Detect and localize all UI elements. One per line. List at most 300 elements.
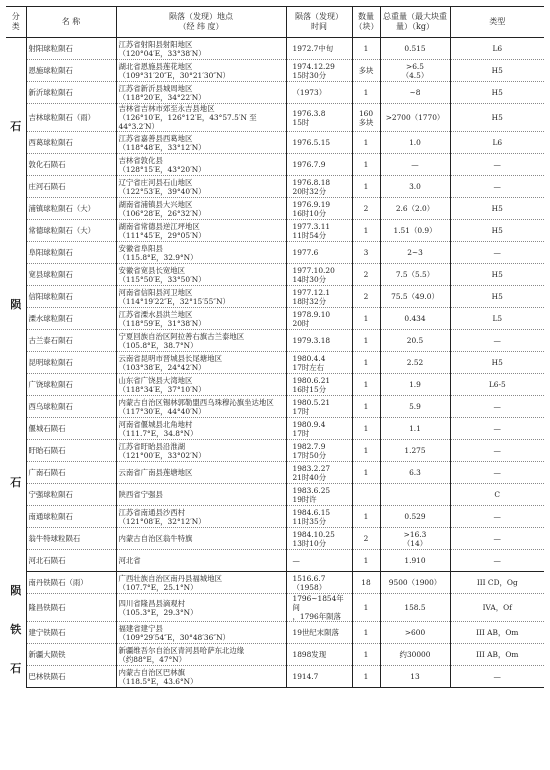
location-text: 广西壮族自治区南丹县福城地区	[118, 573, 222, 583]
location-cell	[116, 154, 286, 176]
count-text: 2	[363, 292, 369, 301]
date-cell	[286, 38, 352, 60]
date-cell	[286, 622, 352, 644]
header-type: 类型	[450, 7, 544, 38]
class-char: 石	[10, 661, 22, 675]
time-text: 16时15分	[292, 384, 327, 394]
location-cell	[116, 572, 286, 594]
meteorite-name: 溧水球粒陨石	[26, 308, 116, 330]
weight-text: 1.51（0.9）	[393, 226, 437, 235]
weight-cell	[380, 286, 450, 308]
count-cell	[352, 308, 380, 330]
location-cell	[116, 484, 286, 506]
meteorite-name: 翁牛特球粒陨石	[26, 528, 116, 550]
table-row	[6, 440, 544, 462]
date-text: 1978.9.10	[292, 309, 331, 319]
count-cell	[352, 644, 380, 666]
count-cell	[352, 440, 380, 462]
coordinates-text: （118°48′E，33°12′N）	[118, 142, 206, 152]
time-text: 15时30分	[292, 70, 327, 80]
coordinates-text: （118.5°E，43.6°N）	[118, 676, 198, 686]
count-text: 1	[363, 468, 369, 477]
count-text: 1	[363, 314, 369, 323]
table-row	[6, 242, 544, 264]
count-cell	[352, 550, 380, 572]
table-row	[6, 594, 544, 622]
meteorite-name: 浦镇球粒陨石（大）	[26, 198, 116, 220]
weight-cell	[380, 38, 450, 60]
weight-text: >2700（1770）	[385, 113, 445, 122]
type-cell: —	[450, 666, 544, 688]
count-text: 1	[363, 402, 369, 411]
weight-note: （4.5）	[401, 70, 429, 80]
header-name: 名 称	[26, 7, 116, 38]
date-cell	[286, 462, 352, 484]
weight-cell	[380, 396, 450, 418]
date-text: 1976.5.15	[292, 138, 331, 147]
location-text: 吉林省吉林市郊至永吉县地区	[118, 104, 215, 113]
class-char: 陨	[10, 584, 22, 598]
location-cell	[116, 374, 286, 396]
coordinates-text: （122°53′E，39°40′N）	[118, 186, 206, 196]
count-text: 2	[363, 270, 369, 279]
date-cell	[286, 594, 352, 622]
date-cell	[286, 198, 352, 220]
type-cell: —	[450, 418, 544, 440]
table-row	[6, 374, 544, 396]
meteorite-name: 阜阳球粒陨石	[26, 242, 116, 264]
table-row	[6, 644, 544, 666]
count-cell	[352, 352, 380, 374]
coordinates-text: （118°20′E，34°22′N）	[118, 92, 206, 102]
meteorite-name: 新沂球粒陨石	[26, 82, 116, 104]
date-text: 1976.8.18	[292, 177, 331, 187]
type-cell: C	[450, 484, 544, 506]
location-cell	[116, 242, 286, 264]
weight-cell	[380, 176, 450, 198]
meteorite-name: 西乌球粒陨石	[26, 396, 116, 418]
location-cell	[116, 440, 286, 462]
count-text: 1	[363, 358, 369, 367]
weight-cell	[380, 622, 450, 644]
header-location-sub: （经 纬 度）	[178, 22, 224, 31]
location-cell	[116, 462, 286, 484]
date-text: 1796~1854年间	[292, 594, 344, 612]
table-row	[6, 198, 544, 220]
coordinates-text: （109°29′54″E，30°48′36″N）	[118, 632, 230, 642]
coordinates-text: （111°45′E，29°05′N）	[118, 230, 206, 240]
date-text: 1898发现	[292, 650, 327, 659]
weight-cell	[380, 132, 450, 154]
date-cell	[286, 352, 352, 374]
type-cell: H5	[450, 60, 544, 82]
weight-text: 75.5（49.0）	[391, 292, 439, 301]
type-cell: H5	[450, 286, 544, 308]
table-row	[6, 666, 544, 688]
count-cell	[352, 506, 380, 528]
type-cell: H5	[450, 220, 544, 242]
count-text: 1	[363, 446, 369, 455]
location-cell	[116, 38, 286, 60]
weight-text: 1.9	[409, 380, 421, 389]
count-text: 1	[363, 512, 369, 521]
meteorite-name: 新疆大陨铁	[26, 644, 116, 666]
location-cell	[116, 286, 286, 308]
date-cell	[286, 220, 352, 242]
weight-text: 3.0	[409, 182, 421, 191]
time-text: 21时40分	[292, 472, 327, 482]
meteorite-name: 敦化石陨石	[26, 154, 116, 176]
date-cell	[286, 242, 352, 264]
meteorite-name: 常德球粒陨石（大）	[26, 220, 116, 242]
meteorite-name: 吉林球粒陨石（雨）	[26, 104, 116, 132]
date-text: 1977.10.20	[292, 265, 335, 275]
table-row	[6, 132, 544, 154]
weight-cell	[380, 462, 450, 484]
date-text: 1977.6	[292, 248, 319, 257]
class-char: 陨	[10, 298, 22, 312]
weight-cell	[380, 644, 450, 666]
location-text: 云南省广南县莲塘地区	[118, 468, 193, 477]
date-text: 1983.2.27	[292, 463, 331, 473]
count-cell	[352, 528, 380, 550]
table-row	[6, 528, 544, 550]
table-row	[6, 176, 544, 198]
date-text: 1984.6.15	[292, 507, 331, 517]
time-text: 17时	[292, 406, 310, 416]
weight-text: 2.52	[406, 358, 424, 367]
location-cell	[116, 60, 286, 82]
time-text: 11时35分	[292, 516, 327, 526]
location-cell	[116, 666, 286, 688]
count-cell	[352, 594, 380, 622]
date-cell	[286, 506, 352, 528]
date-cell	[286, 132, 352, 154]
location-text: 江苏省南通县沙西村	[118, 507, 186, 517]
weight-text: >6.5	[406, 61, 424, 71]
count-text: 2	[363, 204, 369, 213]
weight-cell	[380, 82, 450, 104]
date-cell	[286, 330, 352, 352]
weight-note: （14）	[402, 538, 428, 548]
count-text: 1	[363, 226, 369, 235]
meteorite-name: 广南石陨石	[26, 462, 116, 484]
coordinates-text: （115°50′E，33°50′N）	[118, 274, 206, 284]
date-text: 1984.10.25	[292, 529, 335, 539]
type-cell: H5	[450, 352, 544, 374]
location-cell	[116, 550, 286, 572]
type-cell: H5	[450, 198, 544, 220]
count-cell	[352, 38, 380, 60]
header-date	[286, 7, 352, 38]
date-cell	[286, 572, 352, 594]
count-text: 1	[363, 380, 369, 389]
time-text: 19时许	[292, 494, 317, 504]
count-cell	[352, 484, 380, 506]
count-cell	[352, 220, 380, 242]
date-text: 1914.7	[292, 672, 319, 681]
time-text: 18时32分	[292, 296, 327, 306]
type-cell: —	[450, 242, 544, 264]
count-cell	[352, 242, 380, 264]
location-text: 新疆维吾尔自治区青河县哈萨东北边缘	[118, 645, 245, 655]
meteorite-name: 建宁铁陨石	[26, 622, 116, 644]
meteorite-name: 巴林铁陨石	[26, 666, 116, 688]
meteorite-name: 射阳球粒陨石	[26, 38, 116, 60]
count-text: 1	[363, 138, 369, 147]
type-cell: —	[450, 330, 544, 352]
header-count-sub: （块）	[354, 22, 379, 31]
coordinates-text: （105.8°E，38.7°N）	[118, 340, 198, 350]
weight-cell	[380, 528, 450, 550]
location-text: 辽宁省庄河县石山地区	[118, 177, 193, 187]
count-text: 18	[361, 578, 371, 587]
count-cell	[352, 374, 380, 396]
weight-text: 约30000	[399, 650, 431, 659]
coordinates-text: （118°34′E，37°10′N）	[118, 384, 206, 394]
type-cell: L6	[450, 38, 544, 60]
location-text: 安徽省阜阳县	[118, 243, 163, 253]
weight-text: 20.5	[406, 336, 424, 345]
table-row	[6, 418, 544, 440]
weight-cell	[380, 198, 450, 220]
location-text: 湖南省浦镇县大兴地区	[118, 199, 193, 209]
date-text: 1976.3.8	[292, 108, 326, 118]
count-cell	[352, 198, 380, 220]
location-text: 湖南省常德县逆江坪地区	[118, 221, 200, 231]
count-text: 多块	[358, 66, 374, 75]
count-cell	[352, 104, 380, 132]
weight-text: 0.434	[404, 314, 426, 323]
weight-cell	[380, 666, 450, 688]
location-cell	[116, 264, 286, 286]
table-row	[6, 506, 544, 528]
count-text: 1	[363, 88, 369, 97]
meteorite-name: 南通球粒陨石	[26, 506, 116, 528]
coordinates-text: （107.7°E，25.1°N）	[118, 582, 198, 592]
weight-cell	[380, 594, 450, 622]
date-text: 19世纪末陨落	[292, 628, 339, 637]
count-cell	[352, 418, 380, 440]
count-cell	[352, 132, 380, 154]
location-text: 湖北省恩施县莲花地区	[118, 61, 193, 71]
time-text: 20时	[292, 318, 310, 328]
count-text: 1	[363, 628, 369, 637]
count-cell	[352, 330, 380, 352]
date-text: 1980.6.21	[292, 375, 331, 385]
location-text: 江苏省嘉善县西葛地区	[118, 133, 193, 143]
count-text: 2	[363, 534, 369, 543]
time-text: ，1796年陨落	[292, 612, 341, 621]
location-text: 河北省	[118, 556, 141, 565]
type-cell: —	[450, 550, 544, 572]
table-row	[6, 550, 544, 572]
date-text: 1980.5.21	[292, 397, 331, 407]
table-row	[6, 622, 544, 644]
location-cell	[116, 104, 286, 132]
time-text: 11时54分	[292, 230, 327, 240]
coordinates-text: （128°15′E，43°20′N）	[118, 164, 206, 174]
location-cell	[116, 352, 286, 374]
count-cell	[352, 60, 380, 82]
header-location-main: 陨落（发现）地点	[169, 12, 233, 21]
type-cell: L5	[450, 308, 544, 330]
meteorite-name: 广饶球粒陨石	[26, 374, 116, 396]
meteorite-name: 河北石陨石	[26, 550, 116, 572]
count-text: 1	[363, 672, 369, 681]
weight-cell	[380, 220, 450, 242]
table-row	[6, 308, 544, 330]
date-cell	[286, 104, 352, 132]
weight-text: ~8	[409, 88, 421, 97]
table-row	[6, 104, 544, 132]
weight-cell	[380, 308, 450, 330]
count-text: 1	[363, 336, 369, 345]
count-text: 1	[363, 556, 369, 565]
count-cell	[352, 572, 380, 594]
date-cell	[286, 308, 352, 330]
count-cell	[352, 462, 380, 484]
date-text: 1977.12.1	[292, 287, 331, 297]
date-text: 1974.12.29	[292, 61, 335, 71]
date-text: —	[292, 556, 300, 565]
date-cell	[286, 528, 352, 550]
date-cell	[286, 374, 352, 396]
table-row	[6, 82, 544, 104]
type-cell: —	[450, 396, 544, 418]
count-cell	[352, 666, 380, 688]
weight-text: 1.1	[409, 424, 421, 433]
meteorite-name: 南丹铁陨石（雨）	[26, 572, 116, 594]
meteorite-name: 信阳球粒陨石	[26, 286, 116, 308]
meteorite-name: 庄河石陨石	[26, 176, 116, 198]
meteorite-name: 宁强球粒陨石	[26, 484, 116, 506]
coordinates-text: （121°00′E，33°02′N）	[118, 450, 206, 460]
weight-cell	[380, 264, 450, 286]
weight-text: >16.3	[403, 529, 427, 539]
location-text: 安徽省宽县长宽地区	[118, 265, 186, 275]
location-text: 河南省偃城县北角地村	[118, 419, 193, 429]
type-cell: —	[450, 506, 544, 528]
weight-cell	[380, 572, 450, 594]
coordinates-text: （约88°E，47°N）	[118, 654, 187, 664]
time-text: 14时30分	[292, 274, 327, 284]
type-cell: H5	[450, 264, 544, 286]
header-row	[6, 7, 544, 38]
table-row	[6, 352, 544, 374]
date-cell	[286, 644, 352, 666]
count-cell	[352, 154, 380, 176]
table-row	[6, 220, 544, 242]
type-cell: III CD，Og	[450, 572, 544, 594]
time-text: 16时10分	[292, 208, 327, 218]
header-weight: 总重量（最大块重量）（kg）	[380, 7, 450, 38]
date-cell	[286, 82, 352, 104]
type-cell: H5	[450, 82, 544, 104]
time-text: 17时左右	[292, 362, 325, 372]
date-cell	[286, 550, 352, 572]
date-text: 1980.9.4	[292, 419, 326, 429]
location-text: 四川省隆昌县滴观村	[118, 598, 186, 608]
date-text: 1980.4.4	[292, 353, 326, 363]
type-cell: III AB，Om	[450, 622, 544, 644]
type-cell: —	[450, 154, 544, 176]
location-cell	[116, 528, 286, 550]
header-class: 分 类	[6, 7, 26, 38]
weight-text: 1.0	[409, 138, 421, 147]
location-cell	[116, 622, 286, 644]
type-cell: IVA，Of	[450, 594, 544, 622]
count-cell	[352, 176, 380, 198]
weight-text: 0.529	[404, 512, 426, 521]
time-text: 15时	[292, 117, 310, 127]
class-cell	[6, 572, 26, 688]
date-cell	[286, 666, 352, 688]
weight-cell	[380, 352, 450, 374]
date-text: （1973）	[292, 88, 327, 97]
weight-cell	[380, 154, 450, 176]
location-text: 江苏省盱眙县沿淮湖	[118, 441, 186, 451]
coordinates-text: （118°59′E，31°38′N）	[118, 318, 206, 328]
weight-cell	[380, 60, 450, 82]
location-text: 宁夏回族自治区阿拉善右旗古兰泰地区	[118, 331, 245, 341]
weight-cell	[380, 550, 450, 572]
weight-cell	[380, 418, 450, 440]
location-cell	[116, 308, 286, 330]
header-date-main: 陨落（发现）	[295, 12, 343, 21]
count-text: 3	[363, 248, 369, 257]
class-char: 石	[10, 476, 22, 490]
weight-cell	[380, 104, 450, 132]
coordinates-text: （103°38′E，24°42′N）	[118, 362, 206, 372]
date-cell	[286, 484, 352, 506]
location-text: 山东省广饶县大湾地区	[118, 375, 193, 385]
meteorite-name: 西葛球粒陨石	[26, 132, 116, 154]
date-cell	[286, 154, 352, 176]
weight-text: —	[411, 160, 419, 169]
date-cell	[286, 440, 352, 462]
count-cell	[352, 396, 380, 418]
weight-text: 1.910	[404, 556, 426, 565]
meteorite-name: 昆明球粒陨石	[26, 352, 116, 374]
coordinates-text: （121°08′E，32°12′N）	[118, 516, 206, 526]
location-text: 江苏省射阳县射阳地区	[118, 39, 193, 49]
date-cell	[286, 396, 352, 418]
date-text: 1983.6.25	[292, 485, 331, 495]
header-date-sub: 时间	[311, 22, 327, 31]
location-cell	[116, 396, 286, 418]
count-note: 多块	[358, 117, 374, 127]
weight-text: 7.5（5.5）	[395, 270, 435, 279]
time-text: （1958）	[292, 582, 327, 592]
date-cell	[286, 418, 352, 440]
header-count-main: 数量	[358, 12, 374, 21]
weight-cell	[380, 330, 450, 352]
table-row	[6, 38, 544, 60]
location-cell	[116, 644, 286, 666]
table-row	[6, 462, 544, 484]
meteorite-name: 古兰泰石陨石	[26, 330, 116, 352]
date-cell	[286, 60, 352, 82]
count-text: 1	[363, 603, 369, 612]
weight-cell	[380, 242, 450, 264]
table-row	[6, 572, 544, 594]
class-char: 石	[10, 120, 22, 134]
location-text: 内蒙古自治区锡林郭勒盟西乌珠穆沁旗坐达地区（117°30′E，44°40′N）	[118, 397, 274, 416]
location-text: 陕西省宁强县	[118, 490, 163, 499]
location-text: 内蒙古自治区翁牛特旗	[118, 534, 193, 543]
coordinates-text: （109°31′20″E，30°21′30″N）	[118, 70, 230, 80]
